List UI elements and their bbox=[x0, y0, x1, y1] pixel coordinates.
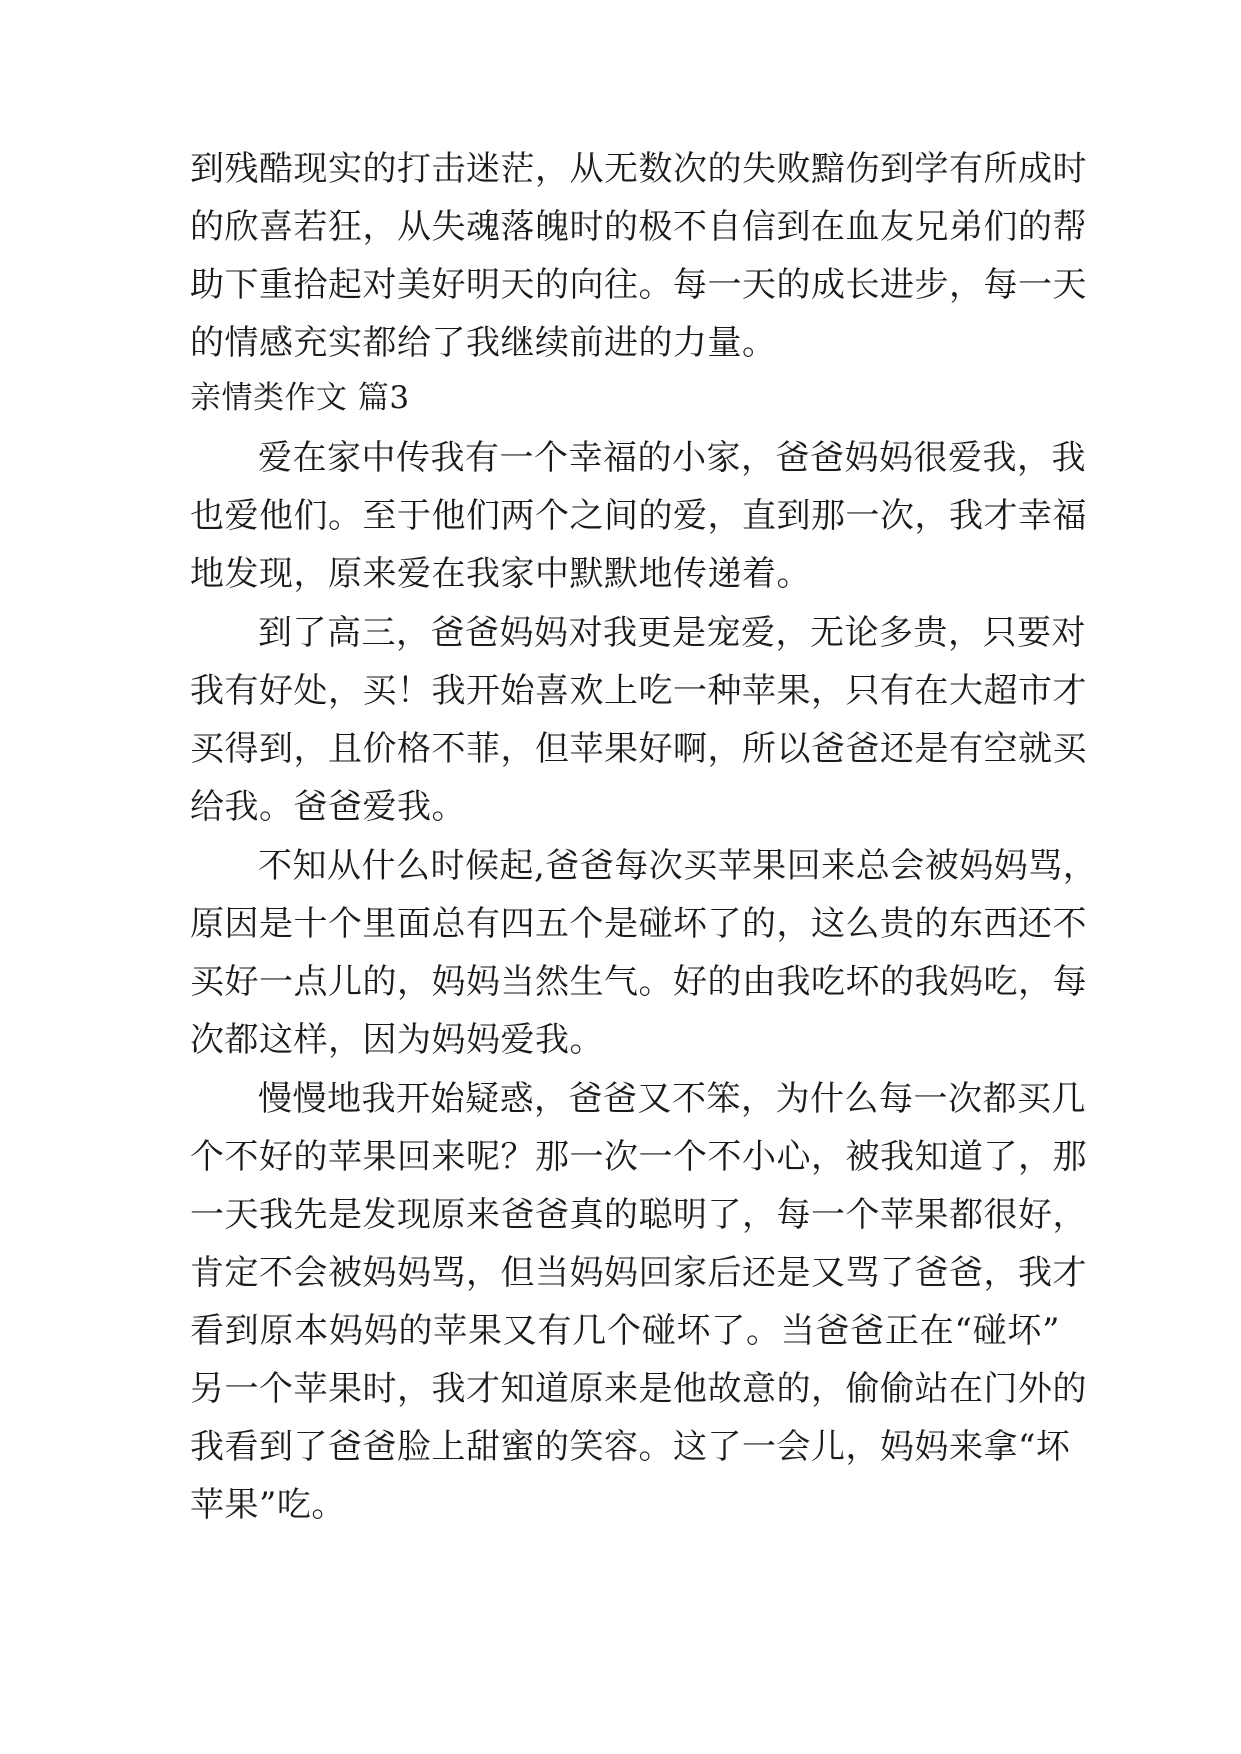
paragraph-line: 慢慢地我开始疑惑，爸爸又不笨，为什么每一次都买几 bbox=[258, 1079, 1086, 1119]
paragraph-line: 到了高三，爸爸妈妈对我更是宠爱，无论多贵，只要对 bbox=[258, 613, 1086, 653]
paragraph-line: 我有好处，买！我开始喜欢上吃一种苹果，只有在大超市才 bbox=[190, 671, 1087, 711]
paragraph-line: 看到原本妈妈的苹果又有几个碰坏了。当爸爸正在“碰坏” bbox=[190, 1311, 1060, 1351]
paragraph-line: 给我。爸爸爱我。 bbox=[190, 787, 466, 827]
paragraph-line: 买好一点儿的，妈妈当然生气。好的由我吃坏的我妈吃，每 bbox=[190, 962, 1087, 1002]
paragraph-line: 个不好的苹果回来呢？那一次一个不小心，被我知道了，那 bbox=[190, 1137, 1087, 1177]
paragraph-line: 原因是十个里面总有四五个是碰坏了的，这么贵的东西还不 bbox=[190, 904, 1087, 944]
paragraph-line: 一天我先是发现原来爸爸真的聪明了，每一个苹果都很好， bbox=[190, 1195, 1087, 1235]
paragraph-line: 助下重拾起对美好明天的向往。每一天的成长进步，每一天 bbox=[190, 265, 1087, 305]
paragraph-line: 的情感充实都给了我继续前进的力量。 bbox=[190, 323, 777, 363]
paragraph-line: 肯定不会被妈妈骂，但当妈妈回家后还是又骂了爸爸，我才 bbox=[190, 1253, 1087, 1293]
paragraph-line: 到残酷现实的打击迷茫，从无数次的失败黯伤到学有所成时 bbox=[190, 149, 1087, 189]
paragraph-line: 不知从什么时候起,爸爸每次买苹果回来总会被妈妈骂， bbox=[258, 846, 1098, 886]
paragraph-line: 次都这样，因为妈妈爱我。 bbox=[190, 1020, 604, 1060]
paragraph-line: 苹果”吃。 bbox=[190, 1485, 346, 1525]
paragraph-line: 地发现，原来爱在我家中默默地传递着。 bbox=[190, 554, 811, 594]
paragraph-line: 爱在家中传我有一个幸福的小家，爸爸妈妈很爱我，我 bbox=[258, 438, 1086, 478]
paragraph-line: 另一个苹果时，我才知道原来是他故意的，偷偷站在门外的 bbox=[190, 1369, 1087, 1409]
paragraph-line: 的欣喜若狂，从失魂落魄时的极不自信到在血友兄弟们的帮 bbox=[190, 207, 1087, 247]
section-title: 亲情类作文 篇3 bbox=[190, 380, 410, 416]
paragraph-line: 我看到了爸爸脸上甜蜜的笑容。这了一会儿，妈妈来拿“坏 bbox=[190, 1427, 1071, 1467]
paragraph-line: 买得到，且价格不菲，但苹果好啊，所以爸爸还是有空就买 bbox=[190, 729, 1087, 769]
paragraph-line: 也爱他们。至于他们两个之间的爱，直到那一次，我才幸福 bbox=[190, 496, 1087, 536]
